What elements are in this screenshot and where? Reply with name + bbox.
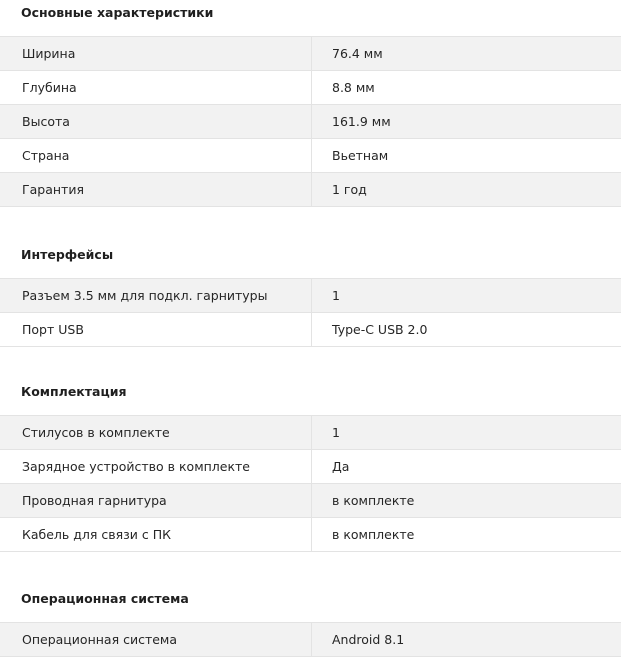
- spec-label: Кабель для связи с ПК: [0, 518, 312, 551]
- table-row: [0, 484, 621, 518]
- table-row: [0, 623, 621, 657]
- table-row: [0, 37, 621, 71]
- spec-label: Порт USB: [0, 313, 312, 346]
- table-row: [0, 518, 621, 552]
- spec-label: Высота: [0, 105, 312, 138]
- spec-label: Проводная гарнитура: [0, 484, 312, 517]
- spec-value: 1 год: [332, 182, 367, 197]
- spec-label: Глубина: [0, 71, 312, 104]
- spec-table-os: [0, 622, 621, 657]
- table-row: [0, 279, 621, 313]
- spec-table-package: [0, 415, 621, 552]
- spec-value: Android 8.1: [332, 632, 405, 647]
- spec-value: Вьетнам: [332, 148, 389, 163]
- table-row: [0, 313, 621, 347]
- spec-label: Операционная система: [0, 623, 312, 656]
- table-row: [0, 450, 621, 484]
- spec-value: в комплекте: [332, 493, 415, 508]
- table-row: [0, 416, 621, 450]
- section-heading-main-specs: Основные характеристики: [21, 5, 214, 20]
- section-heading-interfaces: Интерфейсы: [21, 247, 114, 262]
- section-heading-operating-system: Операционная система: [21, 591, 189, 606]
- table-row: [0, 139, 621, 173]
- spec-value: 161.9 мм: [332, 114, 391, 129]
- spec-label: Зарядное устройство в комплекте: [0, 450, 312, 483]
- spec-value: 8.8 мм: [332, 80, 375, 95]
- spec-value: 76.4 мм: [332, 46, 383, 61]
- section-heading-package-contents: Комплектация: [21, 384, 127, 399]
- table-row: [0, 173, 621, 207]
- spec-table-main: [0, 36, 621, 207]
- spec-value: в комплекте: [332, 527, 415, 542]
- spec-label: Гарантия: [0, 173, 312, 206]
- table-row: [0, 71, 621, 105]
- spec-table-interfaces: [0, 278, 621, 347]
- spec-value: Да: [332, 459, 350, 474]
- spec-label: Стилусов в комплекте: [0, 416, 312, 449]
- spec-value: 1: [332, 288, 340, 303]
- spec-value: 1: [332, 425, 340, 440]
- spec-label: Страна: [0, 139, 312, 172]
- table-row: [0, 105, 621, 139]
- spec-value: Type-C USB 2.0: [332, 322, 428, 337]
- spec-label: Ширина: [0, 37, 312, 70]
- spec-label: Разъем 3.5 мм для подкл. гарнитуры: [0, 279, 312, 312]
